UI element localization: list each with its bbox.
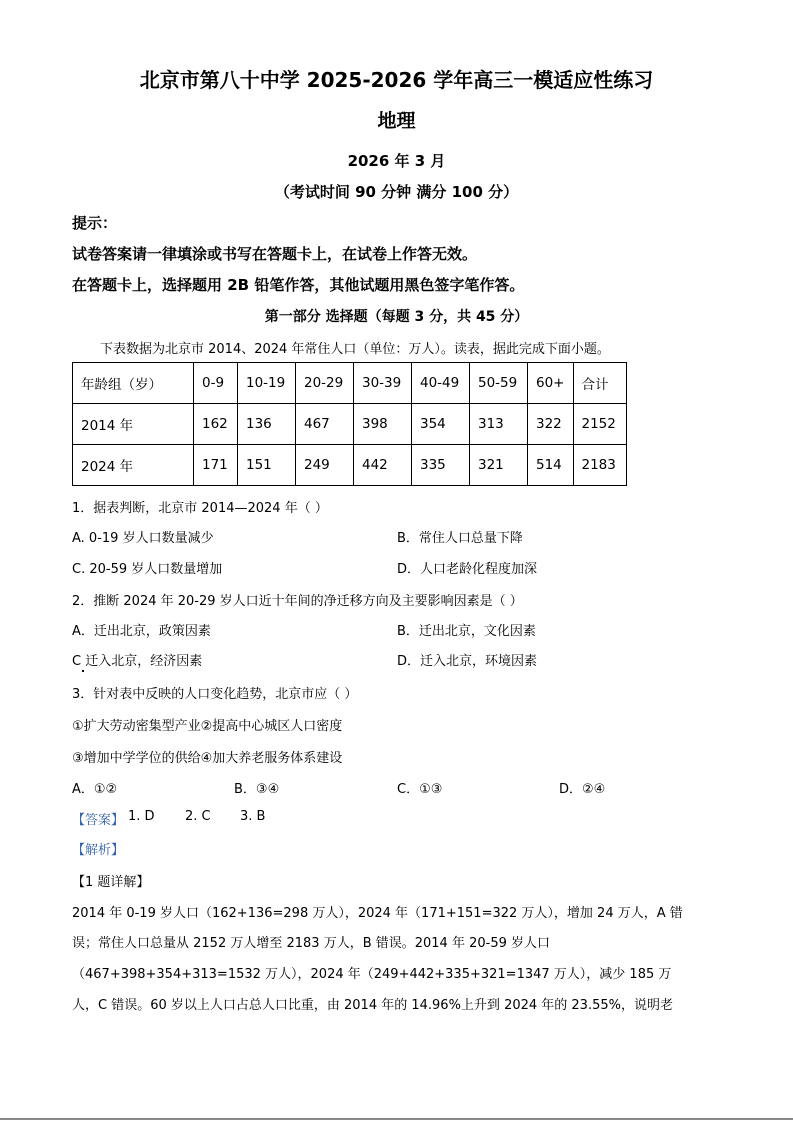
table-cell: 162	[194, 404, 238, 445]
table-cell: 2014 年	[73, 404, 194, 445]
question-3-option-a: A．①②	[72, 782, 118, 797]
table-cell: 30-39	[354, 363, 412, 404]
question-1-option-b: B．常住人口总量下降	[397, 531, 523, 546]
table-cell: 321	[470, 445, 528, 486]
table-row	[73, 445, 627, 486]
table-cell: 0-9	[194, 363, 238, 404]
detail-line-3: （467+398+354+313=1532 万人），2024 年（249+442+335+321=1347 万人），减少 185 万	[72, 967, 672, 982]
table-cell: 171	[194, 445, 238, 486]
question-2-option-b: B．迁出北京，文化因素	[397, 624, 536, 639]
question-1-stem: 1．据表判断，北京市 2014—2024 年（ ）	[72, 501, 328, 516]
question-1-option-c: C. 20-59 岁人口数量增加	[72, 562, 223, 577]
table-cell: 20-29	[296, 363, 354, 404]
table-cell: 2183	[573, 445, 626, 486]
page-bottom-divider	[0, 1118, 793, 1120]
detail-line-2: 误；常住人口总量从 2152 万人增至 2183 万人，B 错误。2014 年 20-59 岁人口	[72, 936, 551, 951]
section-title: 第一部分 选择题（每题 3 分，共 45 分）	[264, 309, 529, 325]
stray-dot	[82, 670, 84, 672]
question-3-statement-1: ①扩大劳动密集型产业②提高中心城区人口密度	[72, 719, 343, 734]
tips-line-1: 试卷答案请一律填涂或书写在答题卡上，在试卷上作答无效。	[72, 245, 478, 263]
question-1-option-d: D．人口老龄化程度加深	[397, 562, 538, 577]
question-2-option-c: C 迁入北京，经济因素	[72, 654, 203, 669]
question-3-option-b: B．③④	[234, 782, 280, 797]
subject-title: 地理	[377, 110, 416, 132]
question-3-option-c: C．①③	[397, 782, 443, 797]
question-2-option-a: A．迁出北京，政策因素	[72, 624, 211, 639]
question-3-statement-2: ③增加中学学位的供给④加大养老服务体系建设	[72, 751, 343, 766]
table-cell: 398	[354, 404, 412, 445]
answer-2: 2. C	[185, 809, 211, 824]
table-cell: 514	[528, 445, 574, 486]
table-cell: 354	[412, 404, 470, 445]
table-cell: 60+	[528, 363, 574, 404]
answer-3: 3. B	[240, 809, 266, 824]
table-header-row	[73, 363, 627, 404]
table-cell: 40-49	[412, 363, 470, 404]
table-cell: 151	[238, 445, 296, 486]
table-cell: 335	[412, 445, 470, 486]
table-cell: 2024 年	[73, 445, 194, 486]
page-title: 北京市第八十中学 2025-2026 学年高三一模适应性练习	[139, 68, 654, 92]
table-cell: 322	[528, 404, 574, 445]
answer-label: 【答案】	[72, 813, 125, 828]
detail-line-1: 2014 年 0-19 岁人口（162+136=298 万人），2024 年（171+151=322 万人），增加 24 万人，A 错	[72, 906, 683, 921]
table-cell: 年龄组（岁）	[73, 363, 194, 404]
question-1-option-a: A. 0-19 岁人口数量减少	[72, 531, 214, 546]
table-cell: 467	[296, 404, 354, 445]
question-3-stem: 3．针对表中反映的人口变化趋势，北京市应（ ）	[72, 687, 358, 702]
table-cell: 50-59	[470, 363, 528, 404]
detail-line-4: 人，C 错误。60 岁以上人口占总人口比重，由 2014 年的 14.96%上升到 2024 年的 23.55%，说明老	[72, 998, 673, 1013]
answer-1: 1. D	[128, 809, 155, 824]
table-cell: 136	[238, 404, 296, 445]
table-cell: 249	[296, 445, 354, 486]
table-cell: 10-19	[238, 363, 296, 404]
intro-text: 下表数据为北京市 2014、2024 年常住人口（单位：万人）。读表，据此完成下面小题。	[100, 342, 610, 357]
tips-line-2: 在答题卡上，选择题用 2B 铅笔作答，其他试题用黑色签字笔作答。	[72, 276, 525, 294]
table-cell: 442	[354, 445, 412, 486]
exam-info: （考试时间 90 分钟 满分 100 分）	[274, 183, 519, 201]
table-row	[73, 404, 627, 445]
table-cell: 2152	[573, 404, 626, 445]
population-table	[72, 362, 627, 486]
table-cell: 313	[470, 404, 528, 445]
analysis-label: 【解析】	[72, 843, 125, 858]
question-3-option-d: D．②④	[559, 782, 606, 797]
question-2-stem: 2．推断 2024 年 20-29 岁人口近十年间的净迁移方向及主要影响因素是（ ）	[72, 594, 523, 609]
exam-date: 2026 年 3 月	[347, 152, 446, 170]
detail-label: 【1 题详解】	[72, 875, 150, 890]
tips-label: 提示：	[72, 214, 118, 232]
question-2-option-d: D．迁入北京，环境因素	[397, 654, 538, 669]
table-cell: 合计	[573, 363, 626, 404]
